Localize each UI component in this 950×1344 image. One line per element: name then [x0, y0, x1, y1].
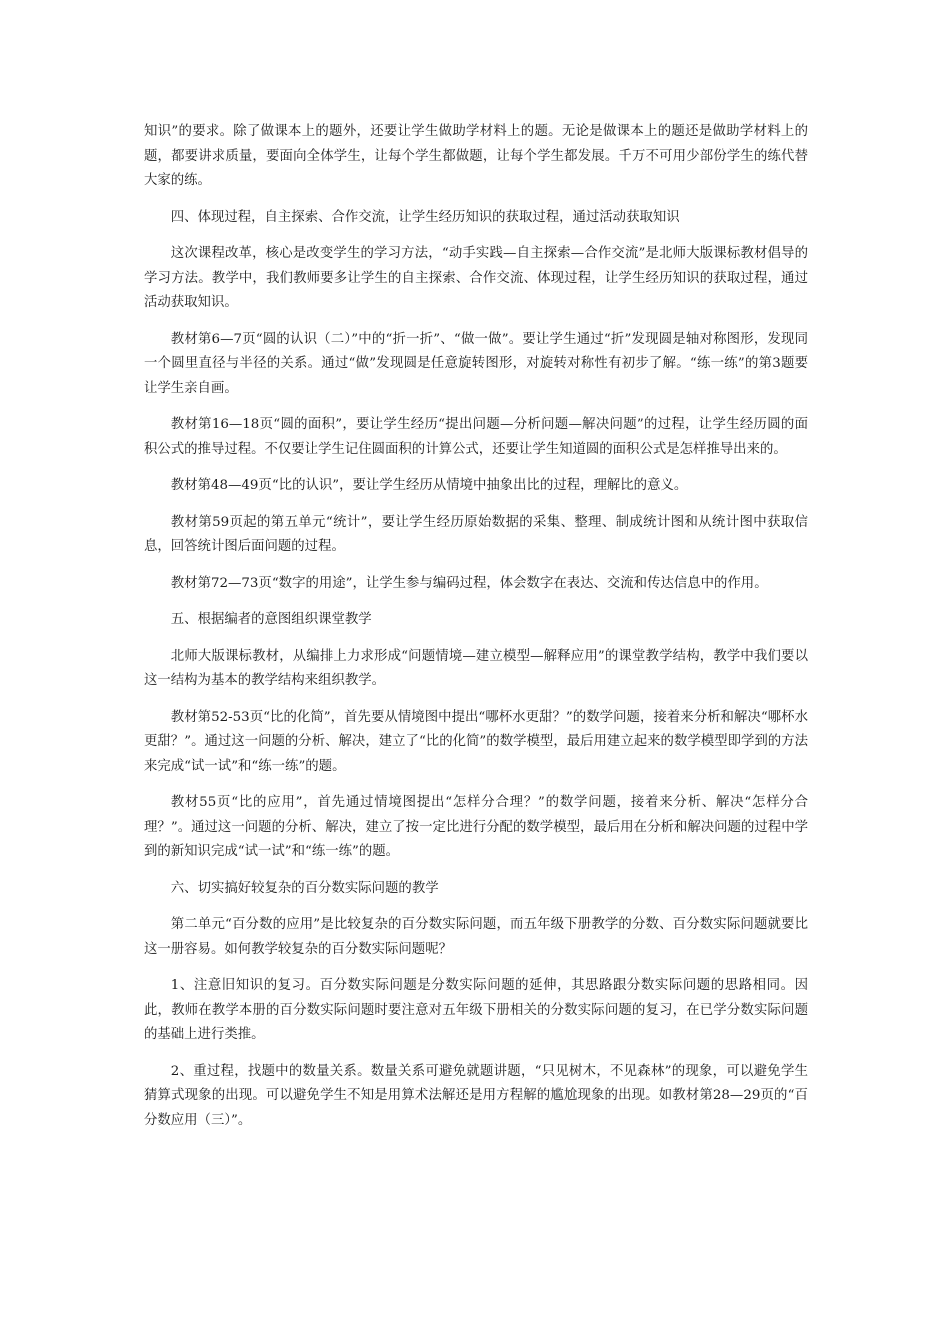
- paragraph: 1、注意旧知识的复习。百分数实际问题是分数实际问题的延伸，其思路跟分数实际问题的思路相同。因此，教师在教学本册的百分数实际问题时要注意对五年级下册相关的分数实际问题的复习，在已学分数实际问题的基础上进行类推。: [144, 978, 808, 1042]
- section-heading-4: 四、体现过程，自主探索、合作交流，让学生经历知识的获取过程，通过活动获取知识: [170, 209, 680, 225]
- paragraph-continuation: 知识”的要求。除了做课本上的题外，还要让学生做助学材料上的题。无论是做课本上的题还是做助学材料上的题，都要讲求质量，要面向全体学生，让每个学生都做题，让每个学生都发展。千万不可用少部份学生的练代替大家的练。: [144, 124, 808, 188]
- paragraph: 北师大版课标教材，从编排上力求形成“问题情境—建立模型—解释应用”的课堂教学结构，教学中我们要以这一结构为基本的教学结构来组织教学。: [144, 648, 808, 688]
- paragraph: 2、重过程，找题中的数量关系。数量关系可避免就题讲题，“只见树木，不见森林”的现象，可以避免学生猜算式现象的出现。可以避免学生不知是用算术法解还是用方程解的尴尬现象的出现。如教材第28—29页的“百分数应用（三）”。: [144, 1063, 808, 1128]
- document-page: [144, 120, 808, 1145]
- paragraph: 教材第59页起的第五单元“统计”，要让学生经历原始数据的采集、整理、制成统计图和从统计图中获取信息，回答统计图后面问题的过程。: [144, 514, 808, 554]
- section-heading-6: 六、切实搞好较复杂的百分数实际问题的教学: [170, 880, 439, 896]
- paragraph: 教材第52-53页“比的化简”，首先要从情境图中提出“哪杯水更甜？”的数学问题，接着来分析和解决“哪杯水更甜？”。通过这一问题的分析、解决，建立了“比的化简”的数学模型，最后用建立起来的数学模型即学到的方法来完成“试一试”和“练一练”的题。: [144, 709, 808, 774]
- paragraph: 教材55页“比的应用”，首先通过情境图提出“怎样分合理？”的数学问题，接着来分析、解决“怎样分合理？”。通过这一问题的分析、解决，建立了按一定比进行分配的数学模型，最后用在分析和解决问题的过程中学到的新知识完成“试一试”和“练一练”的题。: [144, 795, 808, 859]
- paragraph: 第二单元“百分数的应用”是比较复杂的百分数实际问题，而五年级下册教学的分数、百分数实际问题就要比这一册容易。如何教学较复杂的百分数实际问题呢？: [144, 917, 808, 957]
- paragraph: 教材第72—73页“数字的用途”，让学生参与编码过程，体会数字在表达、交流和传达信息中的作用。: [170, 575, 768, 591]
- section-heading-5: 五、根据编者的意图组织课堂教学: [170, 612, 372, 627]
- paragraph: 这次课程改革，核心是改变学生的学习方法，“动手实践—自主探索—合作交流”是北师大版课标教材倡导的学习方法。教学中，我们教师要多让学生的自主探索、合作交流、体现过程，让学生经历知识的获取过程，通过活动获取知识。: [144, 246, 808, 310]
- paragraph: 教材第48—49页“比的认识”，要让学生经历从情境中抽象出比的过程，理解比的意义。: [170, 478, 688, 493]
- paragraph: 教材第6—7页“圆的认识（二）”中的“折一折”、“做一做”。要让学生通过“折”发现圆是轴对称图形，发现同一个圆里直径与半径的关系。通过“做”发现圆是任意旋转图形，对旋转对称性有初步了解。“练一练”的第3题要让学生亲自画。: [144, 331, 808, 396]
- paragraph: 教材第16—18页“圆的面积”，要让学生经历“提出问题—分析问题—解决问题”的过程，让学生经历圆的面积公式的推导过程。不仅要让学生记住圆面积的计算公式，还要让学生知道圆的面积公式是怎样推导出来的。: [144, 417, 808, 457]
